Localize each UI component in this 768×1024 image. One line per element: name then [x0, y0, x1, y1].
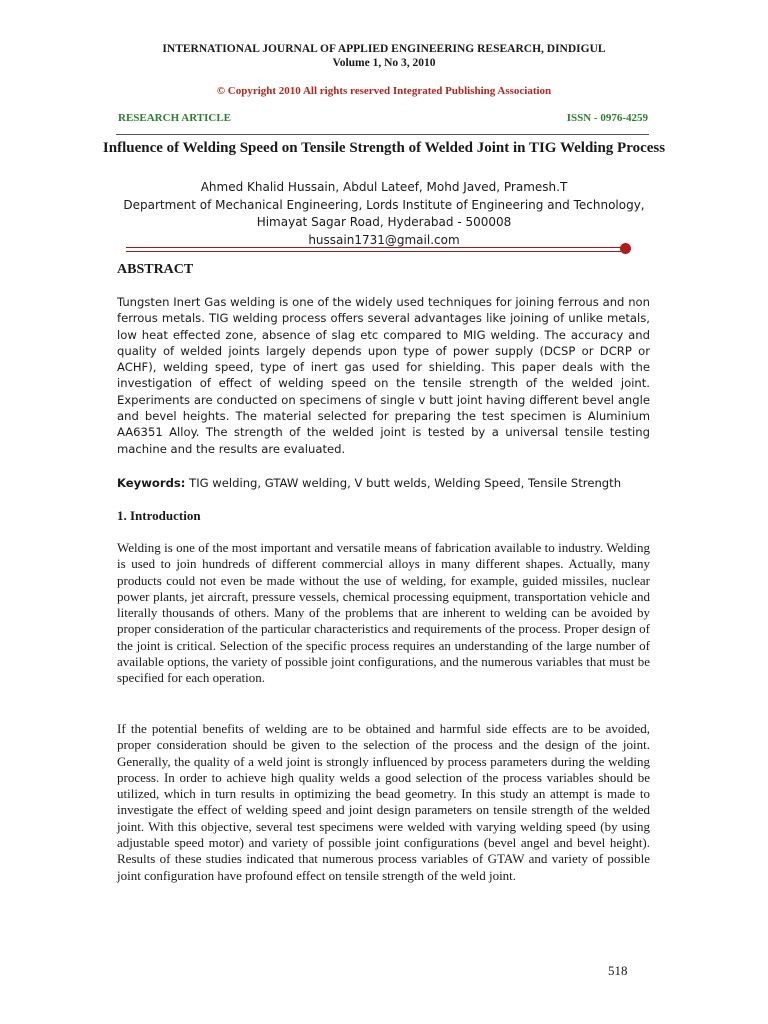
- affiliation-line-1: Department of Mechanical Engineering, Lords Institute of Engineering and Technology,: [123, 197, 645, 212]
- introduction-paragraph-2: If the potential benefits of welding are to be obtained and harmful side effects are to be avoided, proper consideration should be given to the selection of the process and the design of the joint. Generally, the quality of a weld joint is strongly influenced by process parameters during the welding process. In order to achieve high quality welds a good selection of the process variables should be utilized, which in turn results in optimizing the bead geometry. In this study an attempt is made to investigate the effect of welding speed and joint design parameters on tensile strength of the welded joint. With this objective, several test specimens were welded with varying welding speed (by using adjustable speed motor) and variety of possible joint configurations (bevel angel and bevel height). Results of these studies indicated that numerous process variables of GTAW and variety of possible joint configuration have profound effect on tensile strength of the weld joint.: [117, 721, 650, 883]
- abstract-heading: ABSTRACT: [117, 262, 194, 277]
- page-number: 518: [608, 963, 628, 978]
- decorative-rule-lower: [126, 251, 623, 252]
- authors: Ahmed Khalid Hussain, Abdul Lateef, Mohd Javed, Pramesh.T: [200, 180, 568, 194]
- header-divider: [116, 134, 649, 135]
- affiliation-line-2: Himayat Sagar Road, Hyderabad - 500008: [256, 215, 512, 229]
- journal-volume: Volume 1, No 3, 2010: [332, 57, 436, 69]
- journal-header: [0, 42, 768, 70]
- article-title: Influence of Welding Speed on Tensile Strength of Welded Joint in TIG Welding Process: [102, 140, 666, 156]
- keywords-label: Keywords:: [117, 476, 186, 490]
- keywords-text: TIG welding, GTAW welding, V butt welds, Welding Speed, Tensile Strength: [189, 476, 622, 490]
- introduction-paragraph-1: Welding is one of the most important and versatile means of fabrication available to industry. Welding is used to join hundreds of different commercial alloys in many different shapes. Actually, many products could not even be made without the use of welding, for example, guided missiles, nuclear power plants, jet aircraft, pressure vessels, chemical processing equipment, transportation vehicle and literally thousands of others. Many of the problems that are inherent to welding can be avoided by proper consideration of the particular characteristics and requirements of the process. Proper design of the joint is critical. Selection of the specific process requires an understanding of the large number of available options, the variety of possible joint configurations, and the numerous variables that must be specified for each operation.: [117, 540, 650, 686]
- author-block: [100, 179, 668, 249]
- article-type: RESEARCH ARTICLE: [118, 112, 232, 124]
- copyright-notice: © Copyright 2010 All rights reserved Integrated Publishing Association: [216, 85, 552, 97]
- abstract-text: Tungsten Inert Gas welding is one of the widely used techniques for joining ferrous and non ferrous metals. TIG welding process offers several advantages like joining of unlike metals, low heat effected zone, absence of slag etc compared to MIG welding. The accuracy and quality of welded joints largely depends upon type of power supply (DCSP or DCRP or ACHF), welding speed, type of inert gas used for shielding. This paper deals with the investigation of effect of welding speed on the tensile strength of the welded joint. Experiments are conducted on specimens of single v butt joint having different bevel angle and bevel heights. The material selected for preparing the test specimen is Aluminium AA6351 Alloy. The strength of the welded joint is tested by a universal tensile testing machine and the results are evaluated.: [117, 295, 650, 456]
- journal-name: INTERNATIONAL JOURNAL OF APPLIED ENGINEERING RESEARCH, DINDIGUL: [162, 43, 606, 55]
- author-email: hussain1731@gmail.com: [308, 232, 460, 247]
- issn: ISSN - 0976-4259: [566, 112, 648, 124]
- decorative-rule: [126, 247, 623, 248]
- introduction-heading: 1. Introduction: [117, 508, 201, 523]
- keywords: [117, 476, 657, 490]
- decorative-dot-icon: [620, 243, 631, 254]
